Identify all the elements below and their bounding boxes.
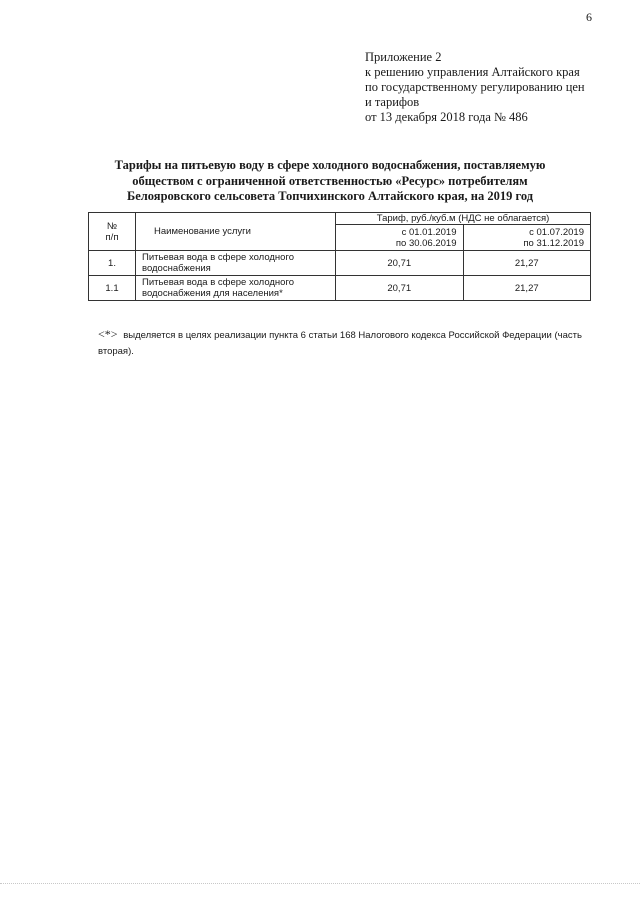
row-number: 1.1 — [89, 276, 136, 301]
appendix-line: Приложение 2 — [365, 50, 442, 64]
header-tariff: Тариф, руб./куб.м (НДС не облагается) — [336, 213, 591, 225]
header-period-1 — [336, 225, 464, 251]
row-service-name — [136, 251, 336, 276]
row-number: 1. — [89, 251, 136, 276]
appendix-line: и тарифов — [365, 95, 420, 109]
tariff-table — [88, 212, 591, 301]
header-number-abbr: п/п — [105, 231, 119, 243]
appendix-line: к решению управления Алтайского края — [365, 65, 580, 79]
header-service-name: Наименование услуги — [136, 213, 336, 251]
table-header-row — [89, 213, 591, 225]
service-name-line: водоснабжения — [142, 263, 211, 274]
period-to: по 30.06.2019 — [395, 237, 457, 249]
footnote-mark: <*> — [98, 327, 118, 341]
row-value-period-2: 21,27 — [463, 276, 591, 301]
service-name-line: Питьевая вода в сфере холодного — [142, 277, 295, 288]
appendix-block — [365, 50, 625, 125]
scan-edge-line — [0, 883, 640, 884]
header-number-symbol: № — [106, 220, 118, 232]
title-line: обществом с ограниченной ответственностью «Ресурс» потребителям — [132, 173, 528, 188]
table-row — [89, 251, 591, 276]
title-line: Белояровского сельсовета Топчихинского Алтайского края, на 2019 год — [126, 189, 534, 203]
service-name-line: водоснабжения для населения* — [142, 288, 283, 299]
appendix-line: по государственному регулированию цен — [365, 80, 585, 94]
page-number: 6 — [586, 10, 592, 24]
period-from: с 01.01.2019 — [401, 226, 457, 238]
appendix-line: от 13 декабря 2018 года № 486 — [365, 110, 528, 124]
document-title — [60, 158, 600, 205]
row-value-period-1: 20,71 — [336, 276, 464, 301]
period-to: по 31.12.2019 — [523, 237, 584, 249]
period-from: с 01.07.2019 — [529, 226, 584, 238]
footnote — [98, 326, 598, 360]
title-line: Тарифы на питьевую воду в сфере холодного водоснабжения, поставляемую — [114, 158, 546, 172]
header-period-2 — [463, 225, 591, 251]
header-number — [89, 213, 136, 251]
row-value-period-1: 20,71 — [336, 251, 464, 276]
footnote-text: выделяется в целях реализации пункта 6 статьи 168 Налогового кодекса Российской Федерации (часть вторая). — [98, 330, 582, 357]
row-value-period-2: 21,27 — [463, 251, 591, 276]
service-name-line: Питьевая вода в сфере холодного — [142, 252, 295, 263]
table-row — [89, 276, 591, 301]
row-service-name — [136, 276, 336, 301]
